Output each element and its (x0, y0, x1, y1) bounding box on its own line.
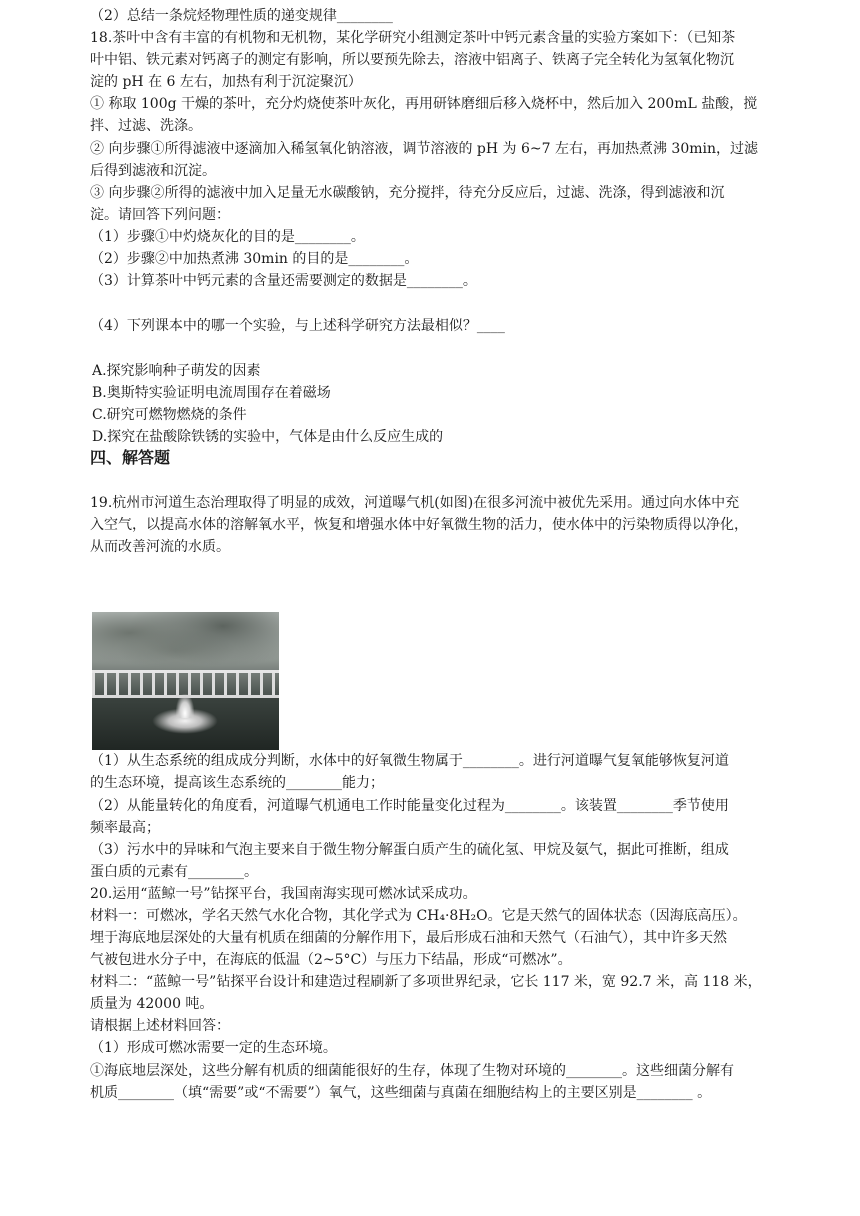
q17-part2: （2）总结一条烷烃物理性质的递变规律________ (90, 8, 393, 24)
q20-line: 材料二：“蓝鲸一号”钻探平台设计和建造过程刷新了多项世界纪录，它长 117 米，宽 92.7 米，高 118 米， (90, 974, 762, 990)
q20-line: 埋于海底地层深处的大量有机质在细菌的分解作用下，最后形成石油和天然气（石油气），其中许多天然 (90, 930, 727, 946)
q18-option-a: A.探究影响种子萌发的因素 (92, 363, 261, 379)
q18-question-1: （1）步骤①中灼烧灰化的目的是________。 (90, 229, 365, 245)
q18-option-b: B.奥斯特实验证明电流周围存在着磁场 (92, 385, 331, 401)
q20-line: 质量为 42000 吨。 (90, 996, 214, 1012)
q18-question-2: （2）步骤②中加热煮沸 30min 的目的是________。 (90, 251, 419, 267)
q19-intro-line: 19.杭州市河道生态治理取得了明显的成效，河道曝气机(如图)在很多河流中被优先采用。通过向水体中充 (90, 495, 740, 511)
q18-question-4: （4）下列课本中的哪一个实验，与上述科学研究方法最相似？____ (90, 318, 505, 334)
q19-question-line: 的生态环境，提高该生态系统的________能力； (90, 775, 384, 791)
q18-step-line: ② 向步骤①所得滤液中逐滴加入稀氢氧化钠溶液，调节溶液的 pH 为 6~7 左右，再加热煮沸 30min，过滤 (90, 141, 758, 157)
q19-question-line: （3）污水中的异味和气泡主要来自于微生物分解蛋白质产生的硫化氢、甲烷及氨气，据此可推断，组成 (90, 842, 729, 858)
q20-line: 请根据上述材料回答： (90, 1018, 230, 1034)
q18-intro-line: 叶中铝、铁元素对钙离子的测定有影响，所以要预先除去，溶液中铝离子、铁离子完全转化为氢氧化物沉 (90, 52, 734, 68)
river-aerator-photo (92, 612, 279, 750)
q18-step-line: 淀。请回答下列问题： (90, 207, 230, 223)
q18-step-line: 拌、过滤、洗涤。 (90, 118, 202, 134)
q20-line: ①海底地层深处，这些分解有机质的细菌能很好的生存，体现了生物对环境的________。这些细菌分解有 (90, 1063, 734, 1079)
q18-intro-line: 18.茶叶中含有丰富的有机物和无机物，某化学研究小组测定茶叶中钙元素含量的实验方案如下：（已知茶 (90, 30, 736, 46)
section-heading: 四、解答题 (90, 448, 171, 467)
q19-question-line: （2）从能量转化的角度看，河道曝气机通电工作时能量变化过程为________。该装置________季节使用 (90, 798, 729, 814)
q20-line: 材料一：可燃冰，学名天然气水化合物，其化学式为 CH₄·8H₂O。它是天然气的固体状态（因海底高压）。 (90, 908, 747, 924)
q19-question-line: 蛋白质的元素有________。 (90, 864, 258, 880)
q18-option-d: D.探究在盐酸除铁锈的实验中，气体是由什么反应生成的 (92, 429, 444, 445)
q19-question-line: 频率最高； (90, 820, 160, 836)
q18-question-3: （3）计算茶叶中钙元素的含量还需要测定的数据是________。 (90, 273, 477, 289)
q20-line: 气被包进水分子中，在海底的低温（2~5°C）与压力下结晶，形成“可燃冰”。 (90, 952, 572, 968)
aerator-spray (176, 694, 194, 718)
q18-intro-line: 淀的 pH 在 6 左右，加热有利于沉淀聚沉） (90, 74, 362, 90)
q20-line: 机质________（填“需要”或“不需要”）氧气，这些细菌与真菌在细胞结构上的主要区别是________ 。 (90, 1085, 712, 1101)
q18-step-line: ③ 向步骤②所得的滤液中加入足量无水碳酸钠，充分搅拌，待充分反应后，过滤、洗涤，得到滤液和沉 (90, 185, 725, 201)
q20-line: （1）形成可燃冰需要一定的生态环境。 (90, 1040, 337, 1056)
q19-intro-line: 从而改善河流的水质。 (90, 539, 230, 555)
q19-question-line: （1）从生态系统的组成成分判断，水体中的好氧微生物属于________。进行河道曝气复氧能够恢复河道 (90, 753, 729, 769)
q19-intro-line: 入空气，以提高水体的溶解氧水平，恢复和增强水体中好氧微生物的活力，使水体中的污染物质得以净化， (90, 517, 748, 533)
q18-step-line: 后得到滤液和沉淀。 (90, 163, 216, 179)
q18-option-c: C.研究可燃物燃烧的条件 (92, 407, 247, 423)
q18-step-line: ① 称取 100g 干燥的茶叶，充分灼烧使茶叶灰化，再用研钵磨细后移入烧杯中，然后加入 200mL 盐酸，搅 (90, 96, 758, 112)
q20-line: 20.运用“蓝鲸一号”钻探平台，我国南海实现可燃冰试采成功。 (90, 886, 477, 902)
